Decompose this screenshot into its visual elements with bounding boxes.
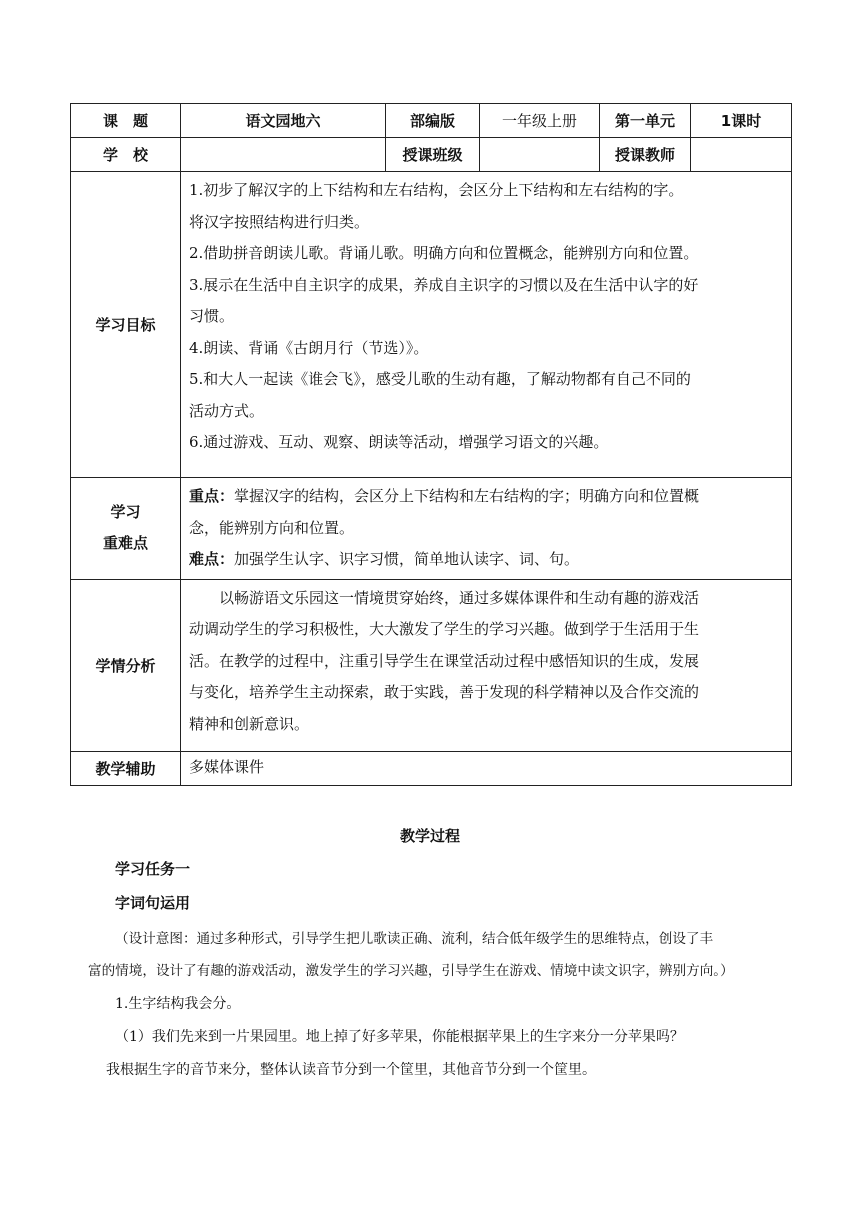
- design-intent-line2: 富的情境，设计了有趣的游戏活动，激发学生的学习兴趣，引导学生在游戏、情境中读文识字，辨别方向。）: [88, 963, 734, 979]
- task1-title: 学习任务一: [115, 860, 191, 878]
- analysis-line: 活。在教学的过程中，注重引导学生在课堂活动过程中感悟知识的生成，发展: [189, 651, 700, 670]
- difficulty-text: 加强学生认字、识字习惯，简单地认读字、词、句。: [234, 550, 580, 568]
- label-objectives: 学习目标: [71, 172, 181, 478]
- objective-line: 3.展示在生活中自主识字的成果，养成自主识字的习惯以及在生活中认字的好: [189, 275, 699, 294]
- difficulty-label: 难点：: [189, 550, 235, 568]
- table-row-topic: [71, 104, 792, 138]
- label-school: 学 校: [71, 138, 181, 172]
- label-teacher: 授课教师: [600, 138, 691, 172]
- difficulty-line: [189, 544, 783, 576]
- table-row-key-points: [71, 478, 792, 580]
- objective-line: 5.和大人一起读《谁会飞》，感受儿歌的生动有趣，了解动物都有自己不同的: [189, 370, 691, 388]
- analysis-line: 动调动学生的学习积极性，大大激发了学生的学习兴趣。做到学于生活用于生: [189, 620, 700, 638]
- process-heading: 教学过程: [399, 827, 460, 845]
- table-row-school: [71, 138, 792, 172]
- objective-line: 活动方式。: [189, 401, 265, 420]
- objective-line: 6.通过游戏、互动、观察、朗读等活动，增强学习语文的兴趣。: [189, 433, 609, 451]
- teacher-value: [691, 138, 792, 172]
- focus-line-2: 念，能辨别方向和位置。: [189, 518, 355, 537]
- key-points-content: [181, 478, 792, 580]
- analysis-line: 与变化，培养学生主动探索，敢于实践，善于发现的科学精神以及合作交流的: [189, 683, 700, 701]
- aids-value: 多媒体课件: [181, 751, 792, 785]
- table-row-aids: [71, 751, 792, 785]
- label-class: 授课班级: [386, 138, 480, 172]
- label-key-points-line1: 学习: [110, 503, 141, 522]
- school-value: [181, 138, 386, 172]
- objective-line: 将汉字按照结构进行归类。: [189, 212, 370, 231]
- objective-line: 2.借助拼音朗读儿歌。背诵儿歌。明确方向和位置概念，能辨别方向和位置。: [189, 244, 699, 262]
- lesson-plan-table: [70, 103, 792, 786]
- item1-title: 1.生字结构我会分。: [115, 996, 241, 1012]
- label-analysis: 学情分析: [71, 579, 181, 751]
- item1-sub1: （1）我们先来到一片果园里。地上掉了好多苹果，你能根据苹果上的生字来分一分苹果吗？: [115, 1029, 684, 1045]
- unit-value: 第一单元: [600, 104, 691, 138]
- edition-value: 部编版: [386, 104, 480, 138]
- focus-line: [189, 481, 783, 513]
- objective-line: 习惯。: [189, 307, 235, 325]
- label-topic: 课 题: [71, 104, 181, 138]
- task1-subtitle: 字词句运用: [115, 894, 191, 912]
- objectives-content: [181, 172, 792, 478]
- focus-label: 重点：: [189, 487, 235, 505]
- topic-value: 语文园地六: [181, 104, 386, 138]
- focus-text: 掌握汉字的结构，会区分上下结构和左右结构的字；明确方向和位置概: [234, 487, 700, 505]
- label-key-points-line2: 重难点: [102, 534, 148, 553]
- item1-text: 我根据生字的音节来分，整体认读音节分到一个筐里，其他音节分到一个筐里。: [106, 1062, 596, 1078]
- grade-value: 一年级上册: [480, 104, 600, 138]
- class-value: [480, 138, 600, 172]
- table-row-analysis: [71, 579, 792, 751]
- label-key-points: [71, 478, 181, 580]
- analysis-line: 精神和创新意识。: [189, 714, 310, 733]
- hours-value: 1课时: [691, 104, 792, 138]
- analysis-content: [181, 579, 792, 751]
- objective-line: 4.朗读、背诵《古朗月行（节选）》。: [189, 338, 429, 357]
- design-intent-line1: （设计意图：通过多种形式，引导学生把儿歌读正确、流利，结合低年级学生的思维特点，创设了丰: [115, 931, 714, 947]
- analysis-line: 以畅游语文乐园这一情境贯穿始终，通过多媒体课件和生动有趣的游戏活: [219, 588, 700, 607]
- label-aids: 教学辅助: [71, 751, 181, 785]
- table-row-objectives: [71, 172, 792, 478]
- objective-line: 1.初步了解汉字的上下结构和左右结构，会区分上下结构和左右结构的字。: [189, 181, 684, 199]
